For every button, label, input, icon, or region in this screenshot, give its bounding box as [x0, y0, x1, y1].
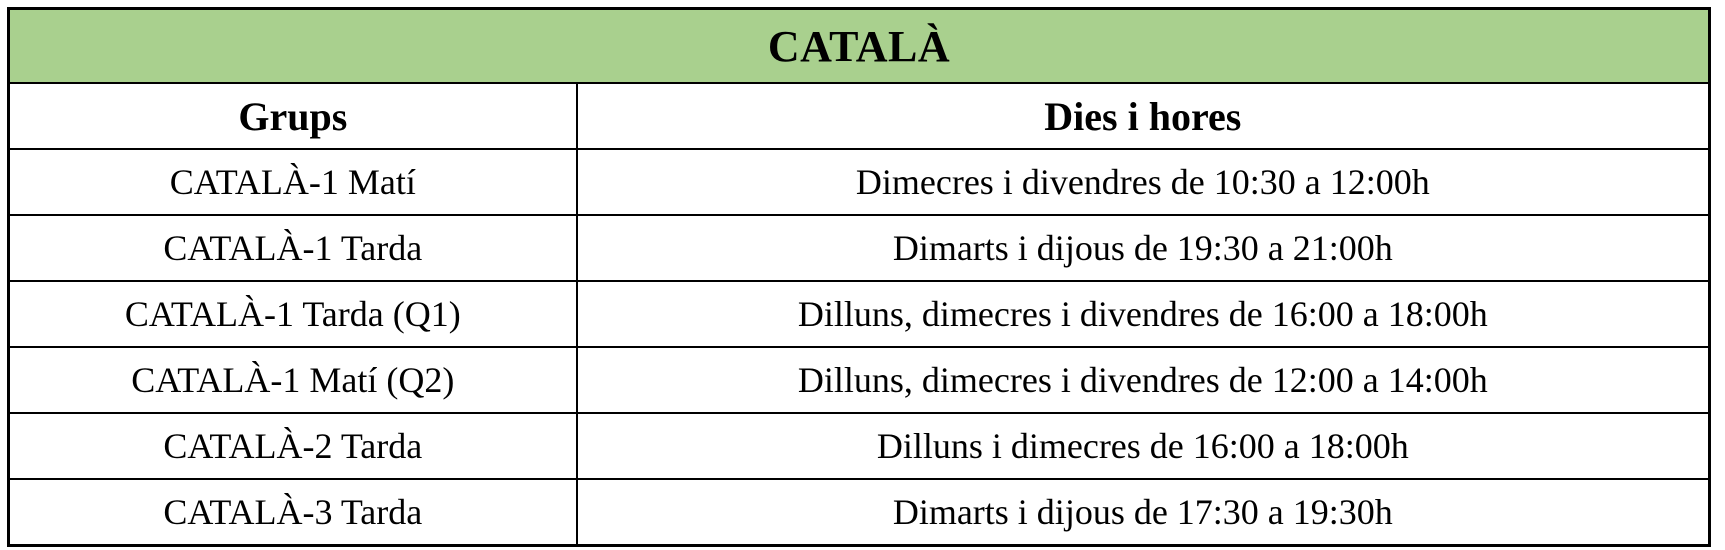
column-header-dies-i-hores: Dies i hores — [577, 83, 1710, 149]
title-row — [9, 9, 1710, 84]
schedule-cell: Dilluns, dimecres i divendres de 12:00 a 14:00h — [577, 347, 1710, 413]
table-row — [9, 347, 1710, 413]
group-cell: CATALÀ-2 Tarda — [9, 413, 577, 479]
table-row — [9, 413, 1710, 479]
table-row — [9, 149, 1710, 215]
schedule-cell: Dilluns, dimecres i divendres de 16:00 a 18:00h — [577, 281, 1710, 347]
column-header-row — [9, 83, 1710, 149]
group-cell: CATALÀ-1 Tarda — [9, 215, 577, 281]
schedule-cell: Dimarts i dijous de 19:30 a 21:00h — [577, 215, 1710, 281]
table-title: CATALÀ — [9, 9, 1710, 84]
group-cell: CATALÀ-1 Matí (Q2) — [9, 347, 577, 413]
catala-schedule-table — [7, 7, 1711, 547]
schedule-cell: Dimecres i divendres de 10:30 a 12:00h — [577, 149, 1710, 215]
table-row — [9, 479, 1710, 546]
schedule-cell: Dimarts i dijous de 17:30 a 19:30h — [577, 479, 1710, 546]
schedule-cell: Dilluns i dimecres de 16:00 a 18:00h — [577, 413, 1710, 479]
table-row — [9, 215, 1710, 281]
group-cell: CATALÀ-1 Matí — [9, 149, 577, 215]
column-header-grups: Grups — [9, 83, 577, 149]
table-row — [9, 281, 1710, 347]
catala-schedule-table-container — [7, 7, 1711, 543]
group-cell: CATALÀ-1 Tarda (Q1) — [9, 281, 577, 347]
group-cell: CATALÀ-3 Tarda — [9, 479, 577, 546]
